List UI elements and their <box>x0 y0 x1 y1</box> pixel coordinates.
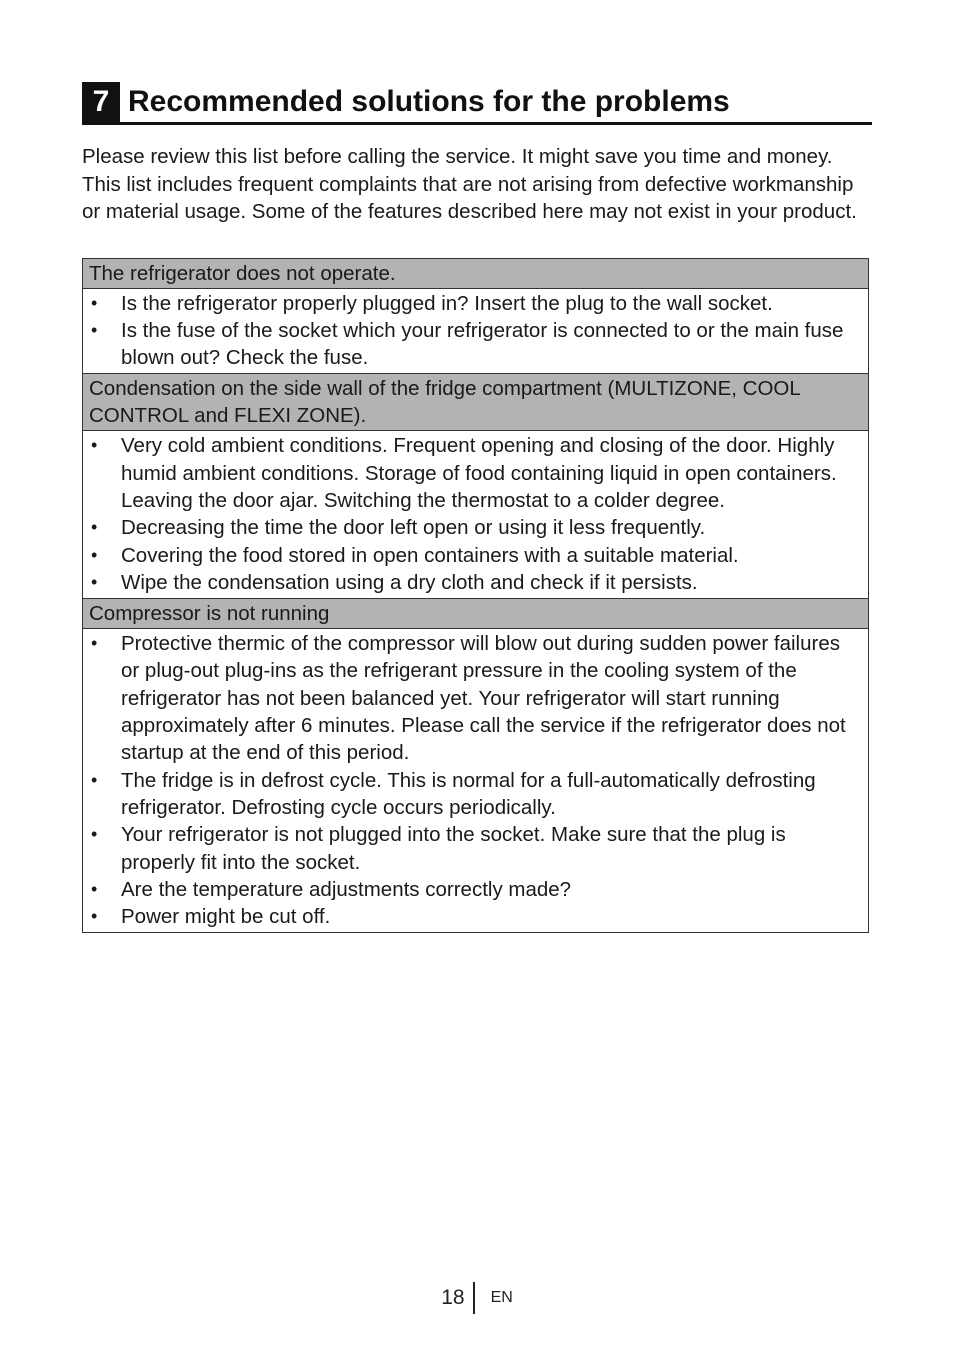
problem-title: Compressor is not running <box>83 599 868 629</box>
section-title: Recommended solutions for the problems <box>128 85 730 118</box>
intro-paragraph: Please review this list before calling the service. It might save you time and money. This list includes frequent complaints that are not arising from defective workmanship or material usage. Some of the features described here may not exist in your product. <box>82 145 857 223</box>
solution-item <box>89 903 860 930</box>
section-number: 7 <box>82 82 120 122</box>
problem-block <box>83 259 868 375</box>
solution-text: Are the temperature adjustments correctly made? <box>121 877 572 901</box>
section-heading <box>82 82 872 125</box>
solution-item <box>89 514 860 541</box>
page-number: 18 <box>441 1286 465 1309</box>
problem-title: Condensation on the side wall of the fridge compartment (MULTIZONE, COOL CONTROL and FLEXI ZONE). <box>83 374 868 431</box>
bullet-icon: • <box>91 571 98 592</box>
problems-table <box>82 258 869 934</box>
solution-item <box>89 876 860 903</box>
bullet-icon: • <box>91 435 98 456</box>
bullet-icon: • <box>91 824 98 845</box>
solution-text: Wipe the condensation using a dry cloth and check if it persists. <box>121 570 698 594</box>
solution-text: Your refrigerator is not plugged into the socket. Make sure that the plug is properly fit into the socket. <box>121 823 786 874</box>
solution-item <box>89 821 860 876</box>
solution-list <box>83 431 868 599</box>
solution-item <box>89 767 860 822</box>
bullet-icon: • <box>91 544 98 565</box>
solution-item <box>89 569 860 596</box>
bullet-icon: • <box>91 906 98 927</box>
bullet-icon: • <box>91 517 98 538</box>
solution-item <box>89 290 860 317</box>
solution-text: Protective thermic of the compressor will blow out during sudden power failures or plug-out plug-ins as the refrigerant pressure in the cooling system of the refrigerator has not been balanced yet. Your refrigerator will start running approximately after 6 minutes. Please call the service if the refrigerator does not startup at the end of this period. <box>121 632 846 765</box>
language-label: EN <box>490 1289 513 1306</box>
solution-list <box>83 289 868 375</box>
problem-block <box>83 599 868 932</box>
bullet-icon: • <box>91 878 98 899</box>
solution-item <box>89 630 860 766</box>
solution-text: Is the refrigerator properly plugged in? Insert the plug to the wall socket. <box>121 291 773 315</box>
problem-title: The refrigerator does not operate. <box>83 259 868 289</box>
solution-text: Decreasing the time the door left open or using it less frequently. <box>121 516 706 540</box>
solution-item <box>89 542 860 569</box>
solution-text: Is the fuse of the socket which your refrigerator is connected to or the main fuse blown out? Check the fuse. <box>121 318 844 370</box>
solution-text: Power might be cut off. <box>121 905 331 929</box>
page-content <box>82 82 872 933</box>
solution-item <box>89 432 860 514</box>
page-footer <box>0 1282 954 1314</box>
solution-list <box>83 629 868 932</box>
bullet-icon: • <box>91 319 98 340</box>
solution-text: Covering the food stored in open containers with a suitable material. <box>121 543 739 567</box>
bullet-icon: • <box>91 769 98 790</box>
problem-block <box>83 374 868 599</box>
solution-text: The fridge is in defrost cycle. This is normal for a full-automatically defrosting refrigerator. Defrosting cycle occurs periodically. <box>121 768 816 819</box>
bullet-icon: • <box>91 292 98 313</box>
bullet-icon: • <box>91 633 98 654</box>
solution-text: Very cold ambient conditions. Frequent opening and closing of the door. Highly humid ambient conditions. Storage of food containing liquid in open containers. Leaving the door ajar. Switching the thermostat to a colder degree. <box>121 434 837 512</box>
solution-item <box>89 317 860 372</box>
